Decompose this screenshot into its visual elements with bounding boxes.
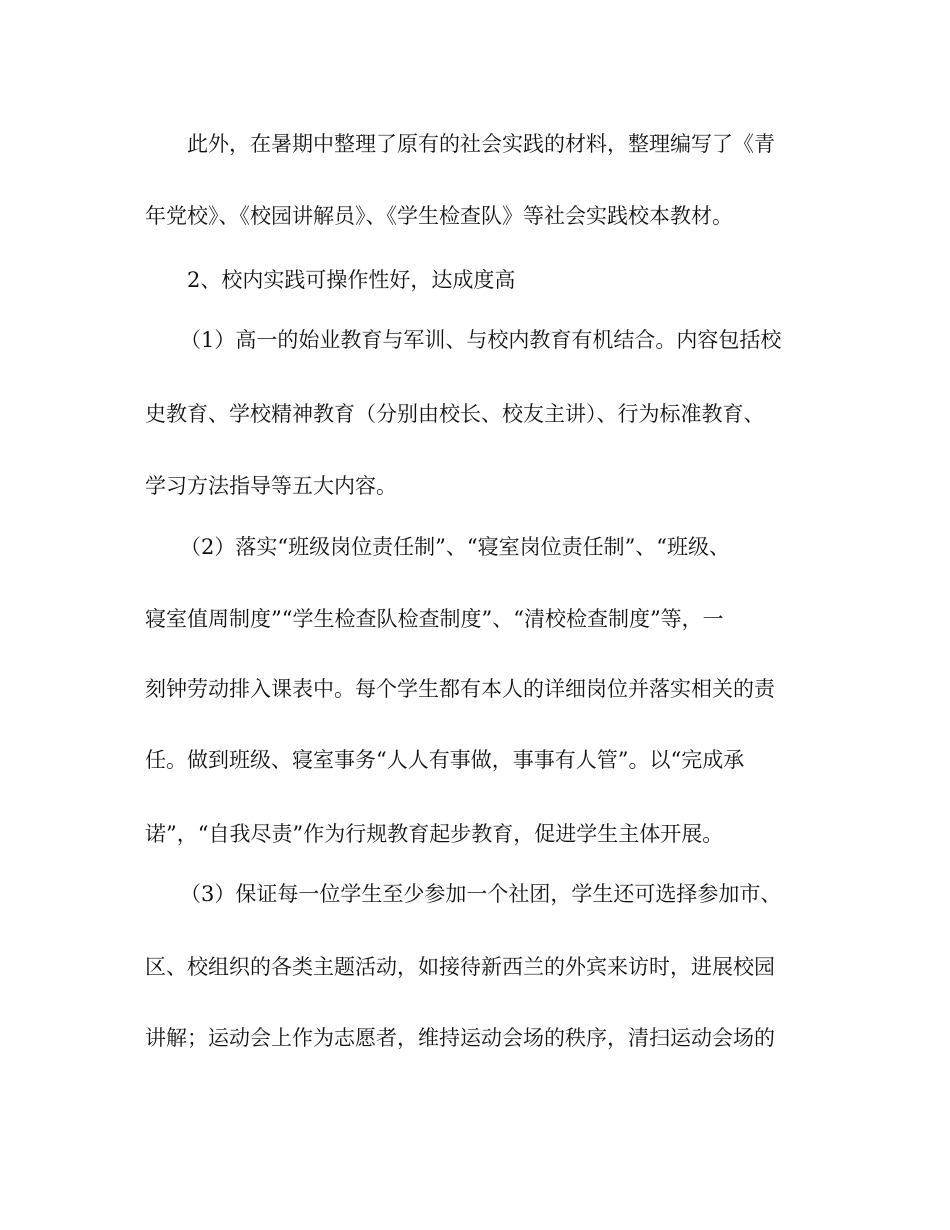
- paragraph-line: 区、校组织的各类主题活动，如接待新西兰的外宾来访时，进展校园: [145, 955, 775, 979]
- paragraph-line: 年党校》、《校园讲解员》、《学生检查队》等社会实践校本教材。: [145, 204, 733, 228]
- paragraph-line: （1）高一的始业教育与军训、与校内教育有机结合。内容包括校: [180, 328, 782, 352]
- section-heading: 2、校内实践可操作性好，达成度高: [187, 268, 516, 292]
- paragraph-line: 学习方法指导等五大内容。: [145, 474, 397, 498]
- paragraph-line: （2）落实“班级岗位责任制”、“寝室岗位责任制”、“班级、: [180, 535, 731, 559]
- paragraph-line: （3）保证每一位学生至少参加一个社团，学生还可选择参加市、: [180, 882, 782, 906]
- paragraph-line: 寝室值周制度”“学生检查队检查制度”、“清校检查制度”等，一: [145, 607, 724, 631]
- paragraph-line: 诺”，“自我尽责”作为行规教育起步教育，促进学生主体开展。: [145, 822, 724, 846]
- paragraph-line: 刻钟劳动排入课表中。每个学生都有本人的详细岗位并落实相关的责: [145, 677, 775, 701]
- paragraph-line: 此外，在暑期中整理了原有的社会实践的材料，整理编写了《青: [187, 132, 775, 156]
- paragraph-line: 讲解；运动会上作为志愿者，维持运动会场的秩序，清扫运动会场的: [145, 1026, 775, 1050]
- paragraph-line: 任。做到班级、寝室事务“人人有事做，事事有人管”。以“完成承: [145, 748, 745, 772]
- paragraph-line: 史教育、学校精神教育（分别由校长、校友主讲）、行为标准教育、: [145, 402, 765, 426]
